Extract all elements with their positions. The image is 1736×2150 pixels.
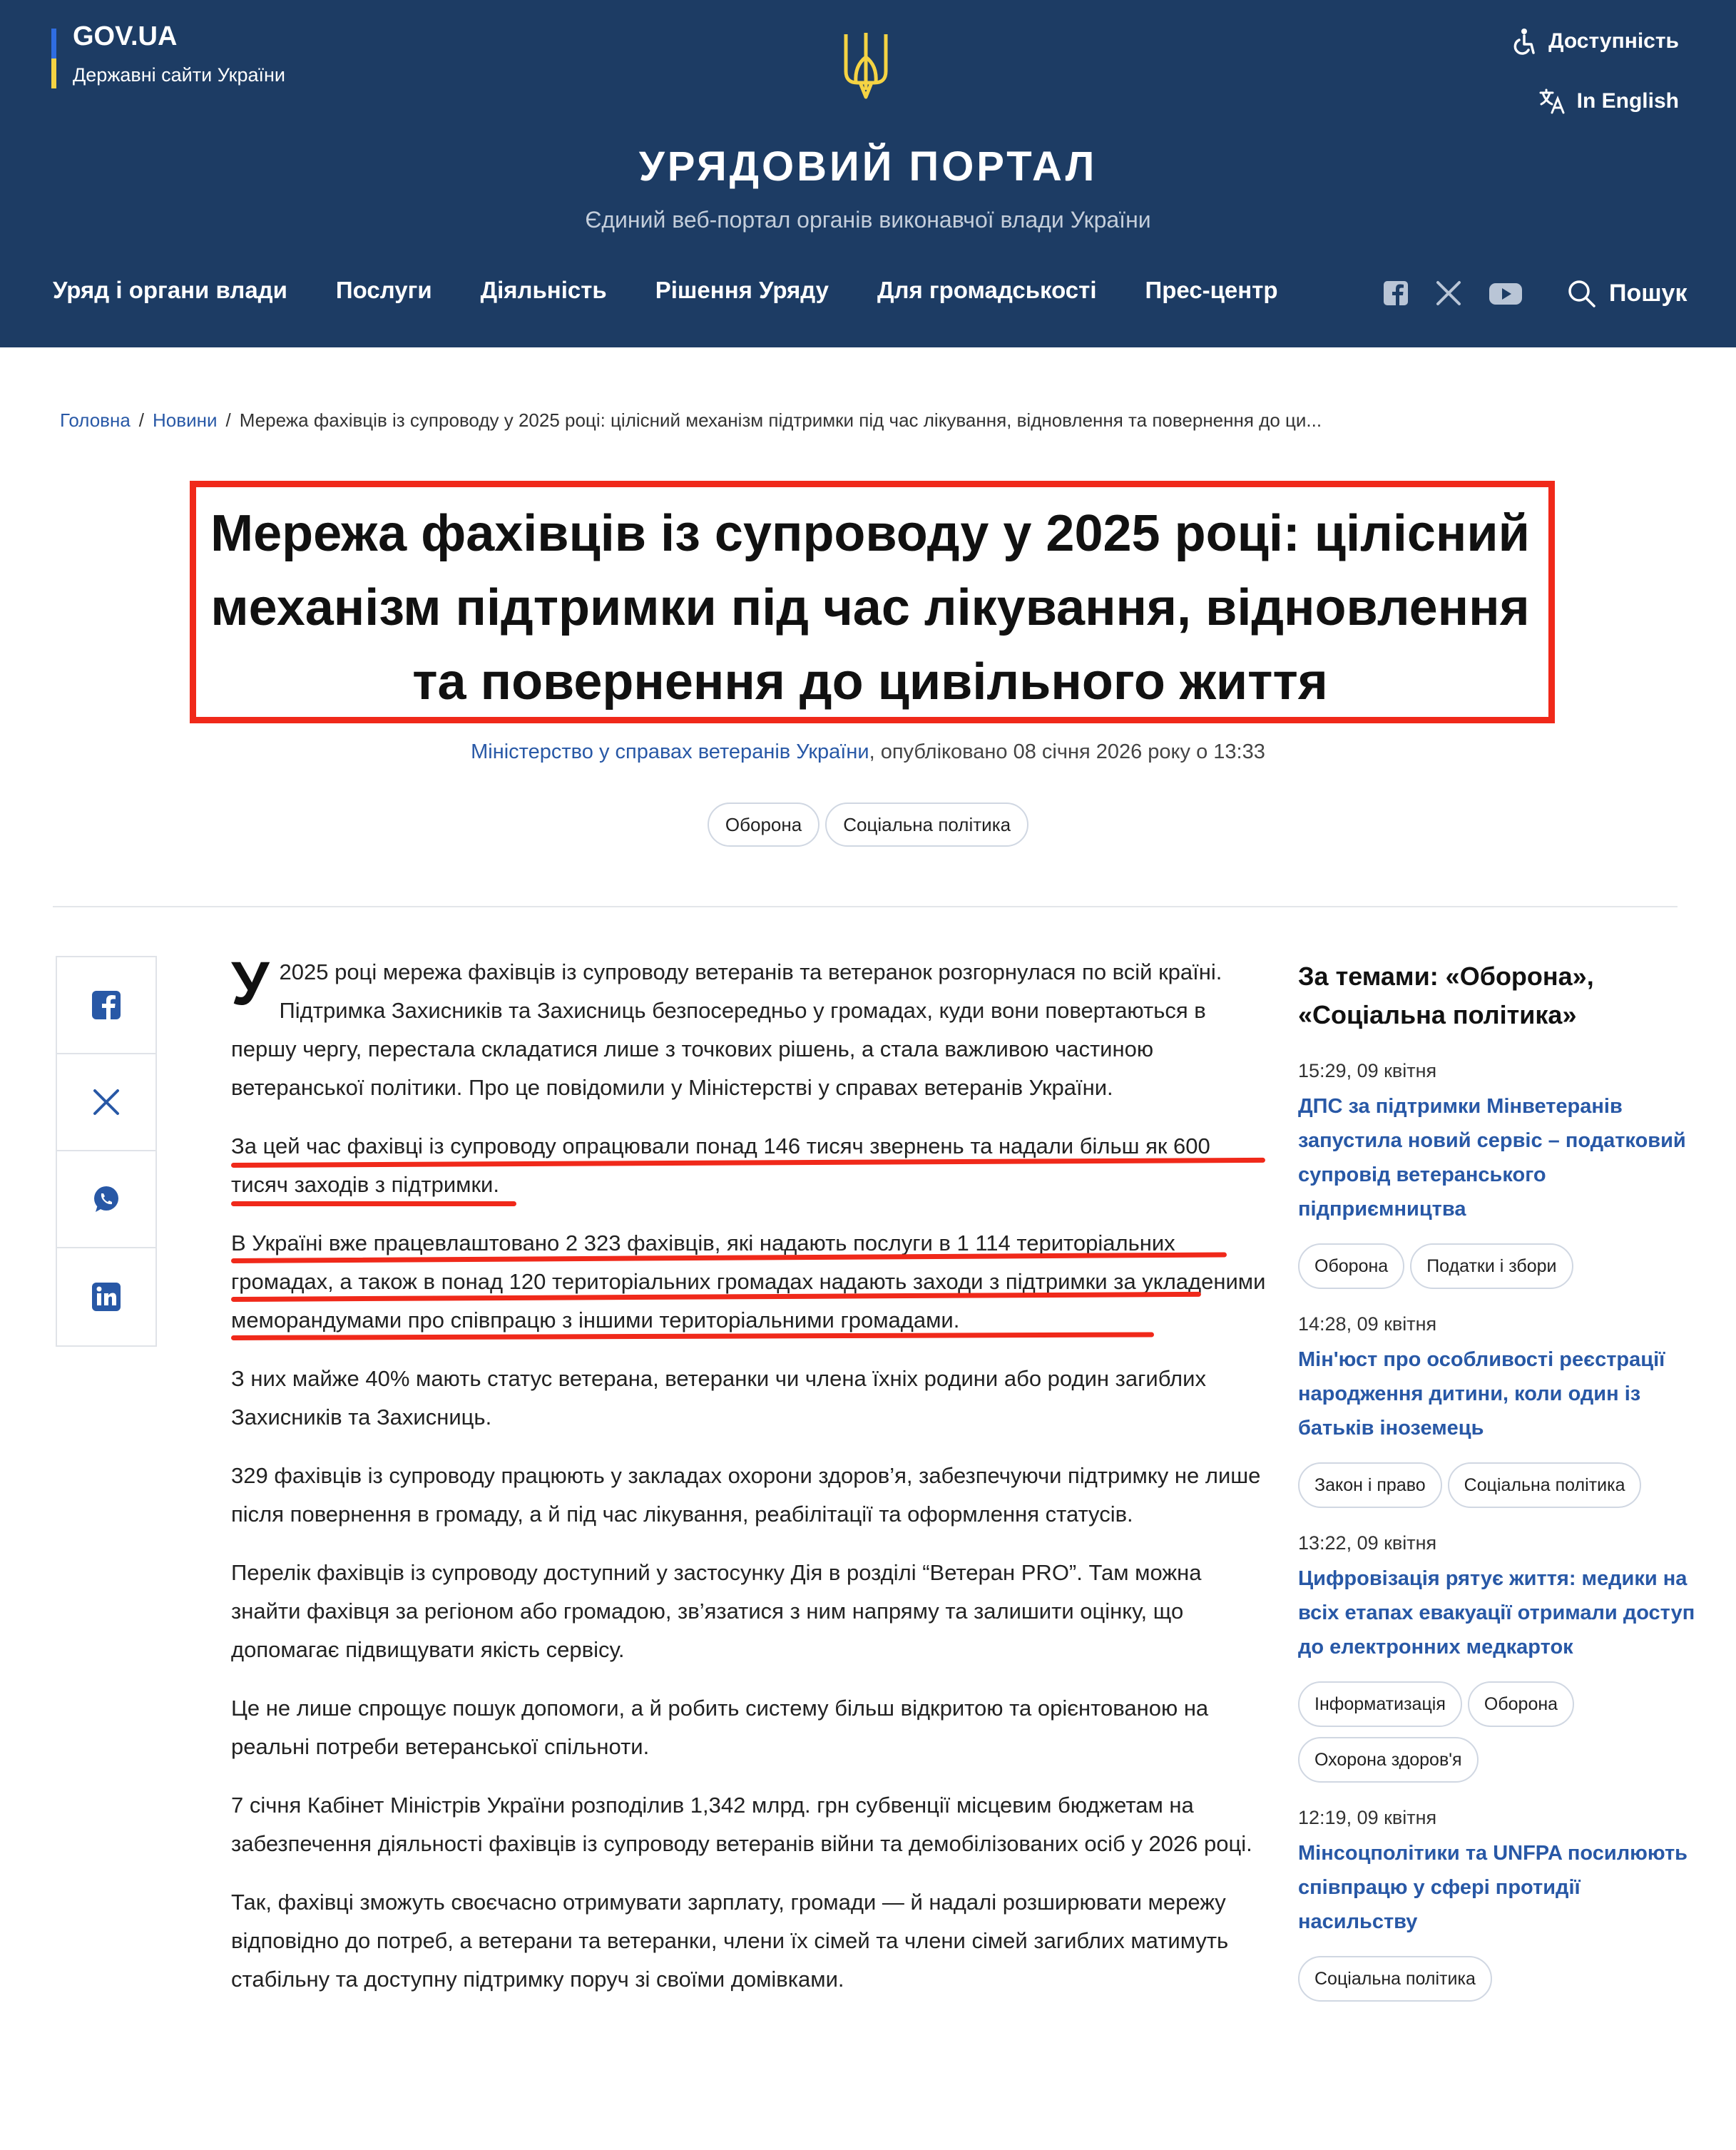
share-x-button[interactable]: [57, 1054, 155, 1151]
share-whatsapp-button[interactable]: [57, 1151, 155, 1248]
news-time: 14:28, 09 квітня: [1298, 1313, 1437, 1335]
search-icon: [1566, 278, 1596, 308]
news-time: 12:19, 09 квітня: [1298, 1807, 1437, 1828]
paragraph-9: Так, фахівці зможуть своєчасно отримувати зарплату, громади — й надалі розширювати мережу відповідно до потреб, а ветерани та ветеранки, члени їх сімей та члени сімей загиблих матимуть стабільну та доступну підтримку поруч зі своїми домівками.: [231, 1890, 1229, 1992]
news-title-link[interactable]: Мінсоцполітики та UNFPA посилюють співпрацю у сфері протидії насильству: [1298, 1842, 1688, 1933]
nav-item-press[interactable]: Прес-центр: [1145, 277, 1278, 303]
nav-item-government[interactable]: Уряд і органи влади: [53, 277, 287, 303]
article-meta: [0, 740, 1736, 764]
news-tags: [1298, 1462, 1697, 1508]
news-tag[interactable]: Інформатизація: [1298, 1681, 1462, 1727]
gov-ua-sub: Державні сайти України: [73, 64, 285, 86]
red-underline: [231, 1158, 1265, 1168]
english-label: In English: [1576, 89, 1679, 113]
news-tags: [1298, 1681, 1697, 1783]
news-tag[interactable]: Соціальна політика: [1298, 1956, 1492, 2002]
whatsapp-icon: [91, 1183, 122, 1215]
published-date: , опубліковано 08 січня 2026 року о 13:33: [869, 740, 1265, 763]
news-tag[interactable]: Соціальна політика: [1448, 1462, 1642, 1508]
linkedin-icon: [91, 1281, 122, 1313]
red-underline: [231, 1201, 516, 1206]
news-tag[interactable]: Охорона здоров'я: [1298, 1737, 1479, 1783]
trident-icon[interactable]: [840, 29, 892, 100]
page-title: Мережа фахівців із супроводу у 2025 році: цілісний механізм підтримки під час лікування, відновлення та повернення до цивільного життя: [210, 505, 1530, 710]
article-tags: [0, 803, 1736, 847]
news-tag[interactable]: Податки і збори: [1410, 1243, 1573, 1289]
search-button[interactable]: [1566, 278, 1687, 308]
nav-item-decisions[interactable]: Рішення Уряду: [655, 277, 829, 303]
dropcap: У: [231, 949, 270, 1018]
nav-item-public[interactable]: Для громадськості: [877, 277, 1097, 303]
article-body: [231, 949, 1270, 2019]
news-item: [1298, 1532, 1697, 1783]
news-title-link[interactable]: Цифровізація рятує життя: медики на всіх етапах евакуації отримали доступ до електронних медкарток: [1298, 1567, 1695, 1659]
source-link[interactable]: Міністерство у справах ветеранів України: [471, 740, 869, 763]
news-tag[interactable]: Оборона: [1468, 1681, 1574, 1727]
share-facebook-button[interactable]: [57, 957, 155, 1054]
youtube-icon[interactable]: [1488, 280, 1523, 307]
news-tag[interactable]: Оборона: [1298, 1243, 1404, 1289]
translate-icon: [1538, 87, 1567, 116]
site-header: [0, 0, 1736, 347]
red-underline: [231, 1332, 1154, 1340]
accessibility-link[interactable]: [1510, 27, 1679, 56]
paragraph-3-highlighted: В Україні вже працевлаштовано 2 323 фахівців, які надають послуги в 1 114 територіальних громадах, а також в понад 120 територіальних громадах надають заходи з підтримки за укладеними меморандумами про співпрацю з іншими територіальними громадами.: [231, 1224, 1270, 1340]
nav-item-activity[interactable]: Діяльність: [480, 277, 607, 303]
portal-title[interactable]: УРЯДОВИЙ ПОРТАЛ: [638, 143, 1098, 190]
paragraph-1: У 2025 році мережа фахівців із супроводу ветеранів та ветеранок розгорнулася по всій країні. Підтримка Захисників та Захисниць безпосередньо у громадах, куди вони повертаються в першу чергу, перестала складатися лише з точкових рішень, а стала важливою частиною ветеранської політики. Про це повідомили у Міністерстві у справах ветеранів України.: [231, 949, 1222, 1100]
breadcrumb-current: Мережа фахівців із супроводу у 2025 році: цілісний механізм підтримки під час лікування, відновлення та повернення до ци...: [239, 409, 1322, 431]
news-time: 15:29, 09 квітня: [1298, 1060, 1437, 1081]
breadcrumb: Головна / Новини / Мережа фахівців із супроводу у 2025 році: цілісний механізм підтримки під час лікування, відновлення та повернення до ци...: [60, 409, 1322, 431]
news-time: 13:22, 09 квітня: [1298, 1532, 1437, 1554]
news-item: [1298, 1313, 1697, 1508]
news-tags: [1298, 1956, 1697, 2002]
social-links: [1382, 280, 1523, 307]
paragraph-5: 329 фахівців із супроводу працюють у закладах охорони здоров’я, забезпечуючи підтримку не лише після повернення в громаду, а й під час лікування, реабілітації та оформлення статусів.: [231, 1463, 1261, 1527]
search-label: Пошук: [1609, 279, 1688, 307]
accessibility-label: Доступність: [1548, 29, 1679, 53]
main-nav: [53, 277, 1278, 304]
english-link[interactable]: [1538, 87, 1679, 116]
paragraph-7: Це не лише спрощує пошук допомоги, а й робить систему більш відкритою та орієнтованою на реальні потреби ветеранської спільноти.: [231, 1696, 1209, 1759]
portal-subtitle: Єдиний веб-портал органів виконавчої влади України: [585, 207, 1151, 233]
x-icon[interactable]: [1435, 280, 1462, 307]
paragraph-2-highlighted: За цей час фахівці із супроводу опрацювали понад 146 тисяч звернень та надали більш як 600 тисяч заходів з підтримки.: [231, 1127, 1270, 1204]
x-icon: [91, 1086, 122, 1118]
gov-ua-label: GOV.UA: [73, 21, 178, 51]
paragraph-4: З них майже 40% мають статус ветерана, ветеранки чи члена їхніх родини або родин загиблих Захисників та Захисниць.: [231, 1366, 1206, 1430]
gov-ua-flag-bar: [51, 29, 56, 88]
share-panel: [56, 956, 157, 1347]
tag-social-policy[interactable]: Соціальна політика: [825, 803, 1028, 847]
news-tag[interactable]: Закон і право: [1298, 1462, 1442, 1508]
paragraph-6: Перелік фахівців із супроводу доступний у застосунку Дія в розділі “Ветеран PRO”. Там можна знайти фахівця за регіоном або громадою, зв’язатися з ним напряму та залишити оцінку, що допомагає підвищувати якість сервісу.: [231, 1560, 1202, 1662]
share-linkedin-button[interactable]: [57, 1248, 155, 1345]
sidebar-heading: За темами: «Оборона», «Соціальна політика»: [1298, 962, 1594, 1029]
news-title-link[interactable]: Мін'юст про особливості реєстрації народження дитини, коли один із батьків іноземець: [1298, 1348, 1665, 1440]
divider: [53, 906, 1678, 907]
breadcrumb-home[interactable]: Головна: [60, 409, 131, 431]
facebook-icon: [91, 989, 122, 1021]
accessibility-icon: [1510, 27, 1538, 56]
paragraph-8: 7 січня Кабінет Міністрів України розподілив 1,342 млрд. грн субвенції місцевим бюджетам на забезпечення діяльності фахівців із супроводу ветеранів війни та демобілізованих осіб у 2026 році.: [231, 1793, 1252, 1856]
tag-defense[interactable]: Оборона: [708, 803, 820, 847]
news-title-link[interactable]: ДПС за підтримки Мінветеранів запустила новий сервіс – податковий супровід ветеранського підприємництва: [1298, 1095, 1686, 1221]
breadcrumb-news[interactable]: Новини: [153, 409, 218, 431]
nav-item-services[interactable]: Послуги: [335, 277, 432, 303]
news-item: [1298, 1060, 1697, 1289]
related-news-sidebar: [1298, 957, 1697, 2002]
news-item: [1298, 1807, 1697, 2002]
news-tags: [1298, 1243, 1697, 1289]
facebook-icon[interactable]: [1382, 280, 1409, 307]
